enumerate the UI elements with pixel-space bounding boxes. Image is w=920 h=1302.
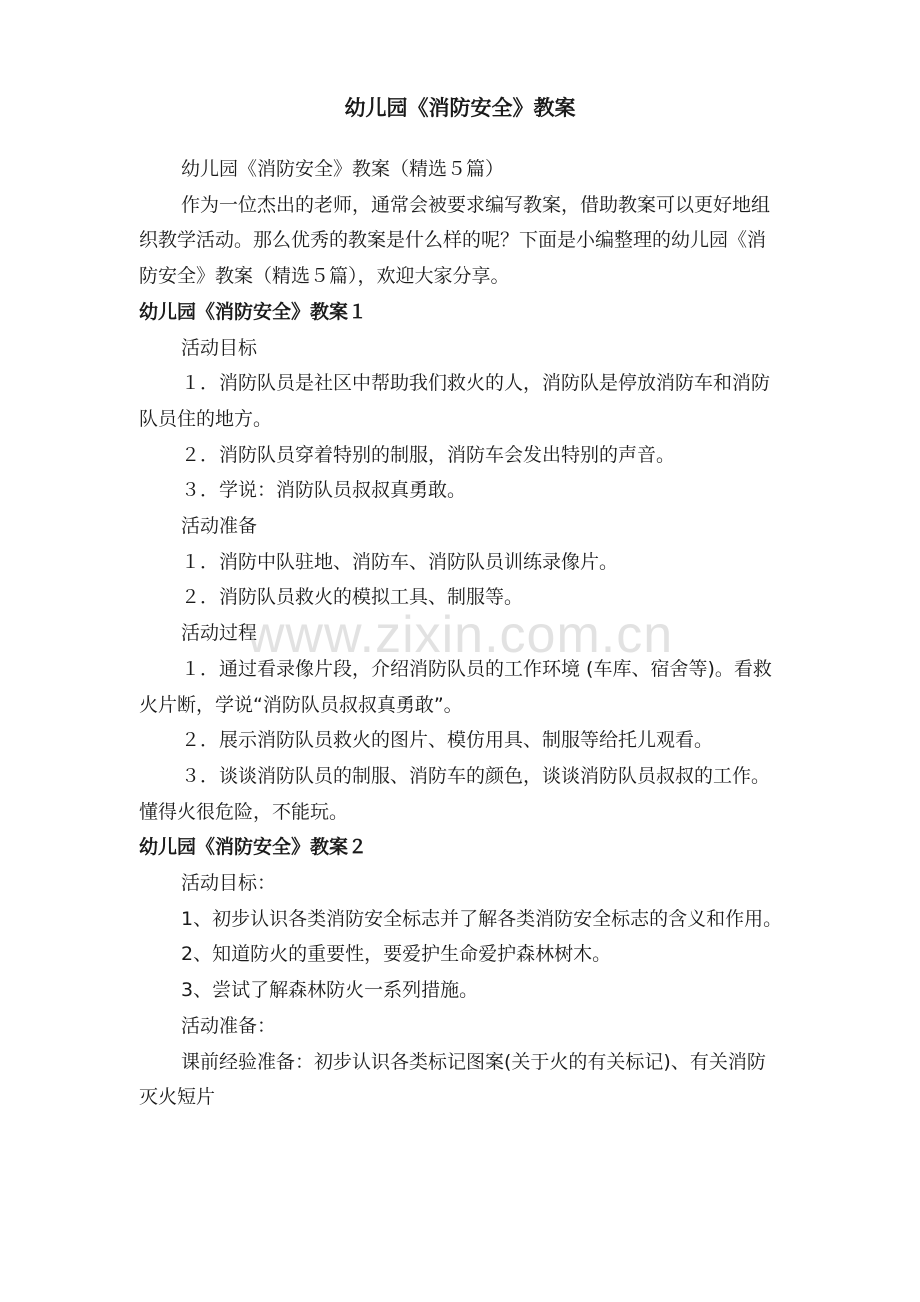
list-item: ３．学说：消防队员叔叔真勇敢。 <box>181 479 467 502</box>
list-item: １．消防队员是社区中帮助我们救火的人，消防队是停放消防车和消防队员住的地方。 <box>139 372 771 430</box>
prep-paragraph: 课前经验准备：初步认识各类标记图案(关于火的有关标记)、有关消防灭火短片 <box>139 1050 766 1109</box>
section-heading-1: 幼儿园《消防安全》教案１ <box>139 300 368 323</box>
list-item: 3、尝试了解森林防火一系列措施。 <box>181 979 479 1002</box>
list-item: 1、初步认识各类消防安全标志并了解各类消防安全标志的含义和作用。 <box>181 907 783 930</box>
section-heading-2: 幼儿园《消防安全》教案２ <box>139 836 368 859</box>
subheading-activity-goals: 活动目标： <box>181 872 277 895</box>
list-item: ２．消防队员救火的模拟工具、制服等。 <box>181 586 524 609</box>
document-body <box>139 152 784 1116</box>
subheading-activity-prep: 活动准备： <box>181 1014 277 1037</box>
list-item: ２．展示消防队员救火的图片、模仿用具、制服等给托儿观看。 <box>181 729 714 752</box>
subheading-activity-goals: 活动目标 <box>181 336 258 359</box>
list-item: １．通过看录像片段，介绍消防队员的工作环境 (车库、宿舍等)。看救火片断，学说“消防队员叔叔真勇敢”。 <box>139 657 772 716</box>
subtitle-paragraph: 幼儿园《消防安全》教案（精选５篇） <box>181 158 505 180</box>
list-item: 2、知道防火的重要性，要爱护生命爱护森林树木。 <box>181 943 612 966</box>
subheading-activity-process: 活动过程 <box>181 622 258 645</box>
document-title: 幼儿园《消防安全》教案 <box>344 96 576 120</box>
list-item: ２．消防队员穿着特别的制服，消防车会发出特别的声音。 <box>181 443 676 466</box>
intro-paragraph: 作为一位杰出的老师，通常会被要求编写教案，借助教案可以更好地组织教学活动。那么优秀的教案是什么样的呢？下面是小编整理的幼儿园《消防安全》教案（精选５篇），欢迎大家分享。 <box>139 193 771 288</box>
list-item: １．消防中队驻地、消防车、消防队员训练录像片。 <box>181 550 619 573</box>
subheading-activity-prep: 活动准备 <box>181 515 258 538</box>
watermark: www.zixin.com.cn <box>246 606 674 664</box>
list-item: ３．谈谈消防队员的制服、消防车的颜色，谈谈消防队员叔叔的工作。懂得火很危险，不能玩。 <box>139 764 771 823</box>
